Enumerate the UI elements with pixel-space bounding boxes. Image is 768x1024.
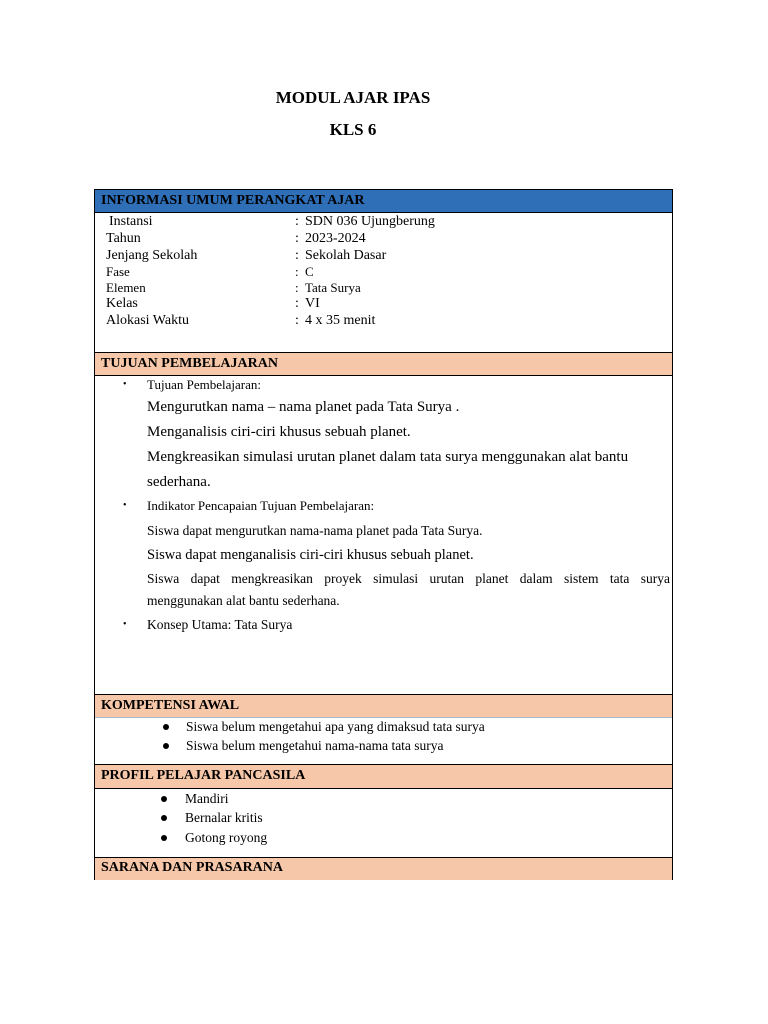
info-key: Fase: [106, 264, 130, 279]
tp-item: sederhana.: [147, 474, 211, 490]
bullet-icon: •: [123, 379, 127, 390]
tujuan-bullet-label: Tujuan Pembelajaran:: [147, 377, 261, 392]
profil-item: Gotong royong: [185, 830, 268, 845]
info-row-jenjang: [106, 248, 506, 264]
indikator-item: Siswa dapat mengkreasikan proyek simulasi urutan planet dalam sistem tata surya: [147, 571, 670, 586]
tujuan-section-header: TUJUAN PEMBELAJARAN: [95, 352, 672, 376]
info-value: Sekolah Dasar: [305, 248, 387, 263]
profil-item: Bernalar kritis: [185, 810, 263, 825]
info-sep: :: [295, 231, 299, 246]
info-sep: :: [295, 248, 299, 263]
module-table: [94, 189, 673, 880]
info-value: 4 x 35 menit: [305, 313, 376, 328]
info-key: Elemen: [106, 280, 146, 295]
tp-item: Menganalisis ciri-ciri khusus sebuah planet.: [147, 424, 411, 440]
info-key: Kelas: [106, 296, 138, 311]
bullet-icon: [163, 743, 169, 749]
info-sep: :: [295, 280, 299, 295]
bullet-icon: •: [123, 500, 127, 511]
tp-item: Mengurutkan nama – nama planet pada Tata Surya .: [147, 399, 460, 415]
info-value: VI: [305, 296, 320, 311]
info-sep: :: [295, 214, 299, 229]
info-key: Instansi: [109, 214, 153, 229]
info-row-fase: [106, 264, 506, 280]
profil-section-header: PROFIL PELAJAR PANCASILA: [95, 764, 672, 789]
kompetensi-item: Siswa belum mengetahui apa yang dimaksud tata surya: [186, 719, 485, 734]
info-row-kelas: [106, 296, 506, 312]
info-row-tahun: [106, 231, 506, 247]
indikator-item: Siswa dapat mengurutkan nama-nama planet pada Tata Surya.: [147, 523, 483, 538]
info-section-header: INFORMASI UMUM PERANGKAT AJAR: [95, 190, 672, 213]
indikator-bullet-label: Indikator Pencapaian Tujuan Pembelajaran:: [147, 498, 375, 513]
info-value: C: [305, 264, 314, 279]
info-value: Tata Surya: [305, 280, 361, 295]
bullet-icon: [161, 815, 167, 821]
document-subtitle: KLS 6: [329, 120, 377, 139]
bullet-icon: [163, 724, 169, 730]
info-sep: :: [295, 264, 299, 279]
kompetensi-item: Siswa belum mengetahui nama-nama tata surya: [186, 738, 444, 753]
info-key: Tahun: [106, 231, 141, 246]
tp-item: Mengkreasikan simulasi urutan planet dalam tata surya menggunakan alat bantu: [147, 449, 629, 465]
info-row-alokasi: [106, 313, 506, 329]
kompetensi-section-header: KOMPETENSI AWAL: [95, 694, 672, 718]
bullet-icon: •: [123, 619, 127, 630]
bullet-icon: [161, 796, 167, 802]
document-title: MODUL AJAR IPAS: [275, 88, 431, 107]
indikator-item: Siswa dapat menganalisis ciri-ciri khusus sebuah planet.: [147, 547, 474, 563]
profil-item: Mandiri: [185, 791, 229, 806]
info-value: 2023-2024: [305, 231, 366, 246]
info-row-elemen: [106, 280, 506, 296]
info-sep: :: [295, 313, 299, 328]
info-key: Jenjang Sekolah: [106, 248, 198, 263]
bullet-icon: [161, 835, 167, 841]
info-row-instansi: [109, 214, 509, 230]
sarana-section-header: SARANA DAN PRASARANA: [95, 857, 672, 880]
info-sep: :: [295, 296, 299, 311]
indikator-item: menggunakan alat bantu sederhana.: [147, 593, 340, 608]
info-value: SDN 036 Ujungberung: [305, 214, 435, 229]
konsep-bullet-label: Konsep Utama: Tata Surya: [147, 617, 293, 632]
info-key: Alokasi Waktu: [106, 313, 189, 328]
